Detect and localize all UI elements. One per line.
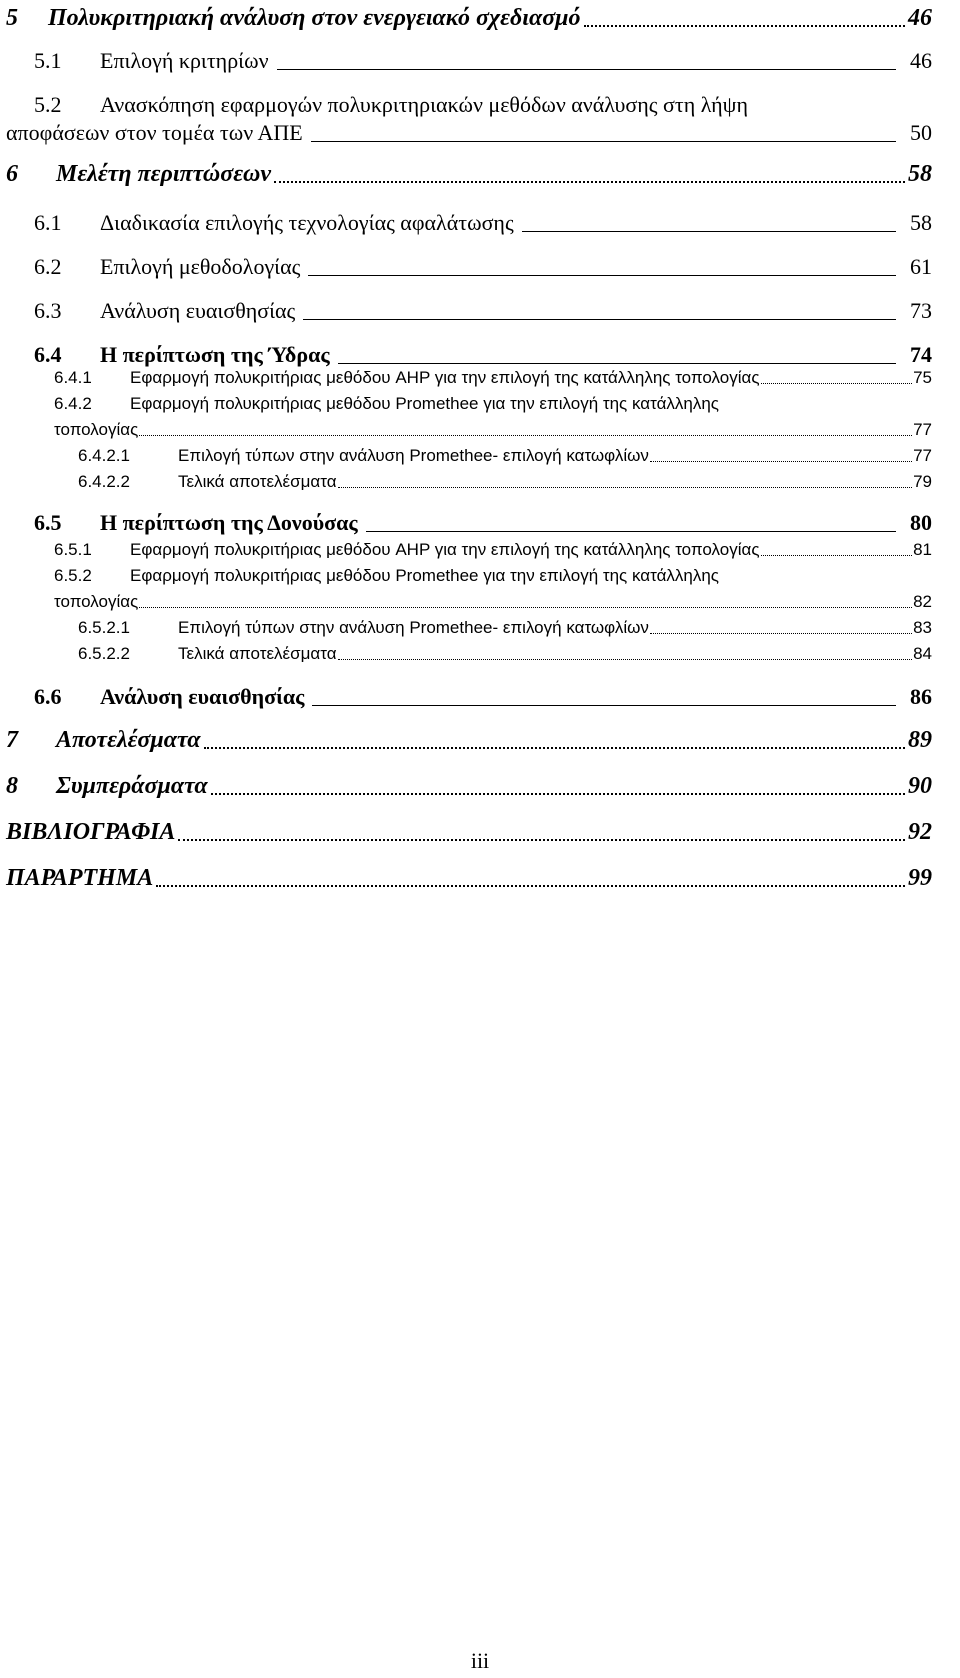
toc-page: 75 bbox=[913, 368, 932, 387]
dot-leader bbox=[274, 181, 905, 183]
toc-entry-8[interactable] bbox=[6, 770, 932, 800]
leader-line bbox=[522, 231, 896, 232]
toc-entry-6-3[interactable] bbox=[34, 296, 932, 324]
toc-title: Η περίπτωση της Ύδρας bbox=[100, 342, 330, 367]
toc-page: 77 bbox=[913, 446, 932, 465]
dot-leader bbox=[650, 461, 912, 462]
toc-number: 6.4.2 bbox=[54, 394, 92, 413]
toc-page: 83 bbox=[913, 618, 932, 637]
toc-title: Διαδικασία επιλογής τεχνολογίας αφαλάτωσης bbox=[100, 210, 514, 235]
toc-title: Συμπεράσματα bbox=[56, 773, 208, 799]
toc-page: 73 bbox=[910, 298, 932, 323]
toc-entry-6-1[interactable] bbox=[34, 208, 932, 236]
toc-page: 92 bbox=[908, 819, 932, 845]
toc-entry-5[interactable] bbox=[6, 2, 932, 32]
toc-title: ΒΙΒΛΙΟΓΡΑΦΙΑ bbox=[6, 819, 176, 845]
toc-page: 61 bbox=[910, 254, 932, 279]
toc-page: 77 bbox=[913, 420, 932, 439]
leader-line bbox=[311, 141, 896, 142]
toc-page: 79 bbox=[913, 472, 932, 491]
toc-page: 81 bbox=[913, 540, 932, 559]
toc-number: 6.6 bbox=[34, 684, 62, 709]
toc-entry-5-2[interactable] bbox=[34, 90, 932, 118]
toc-title: Επιλογή τύπων στην ανάλυση Promethee- επιλογή κατωφλίων bbox=[178, 618, 649, 637]
dot-leader bbox=[584, 25, 906, 27]
toc-entry-6-2[interactable] bbox=[34, 252, 932, 280]
page-number: iii bbox=[470, 1648, 490, 1673]
leader-line bbox=[277, 69, 896, 70]
toc-entry-6-4-2[interactable] bbox=[54, 390, 932, 414]
toc-entry-6-5-2-1[interactable] bbox=[78, 614, 932, 638]
toc-entry-6[interactable] bbox=[6, 158, 932, 188]
toc-title: Επιλογή μεθοδολογίας bbox=[100, 254, 301, 279]
toc-entry-6-5-2-2[interactable] bbox=[78, 640, 932, 664]
dot-leader bbox=[211, 793, 905, 795]
toc-number: 6.1 bbox=[34, 210, 62, 235]
dot-leader bbox=[761, 555, 913, 556]
toc-number: 6.4.2.1 bbox=[78, 446, 130, 465]
toc-entry-7[interactable] bbox=[6, 724, 932, 754]
toc-entry-6-4-2-continued[interactable] bbox=[54, 416, 932, 440]
toc-entry-6-5[interactable] bbox=[34, 508, 932, 536]
toc-page: 46 bbox=[908, 5, 932, 31]
dot-leader bbox=[650, 633, 912, 634]
dot-leader bbox=[178, 839, 905, 841]
toc-number: 5 bbox=[6, 5, 18, 31]
toc-number: 6.2 bbox=[34, 254, 62, 279]
toc-page: 90 bbox=[908, 773, 932, 799]
toc-title: Εφαρμογή πολυκριτήριας μεθόδου Promethee για την επιλογή της κατάλληλης bbox=[130, 566, 719, 585]
toc-number: 6.5.2 bbox=[54, 566, 92, 585]
toc-entry-6-5-1[interactable] bbox=[54, 536, 932, 560]
toc-title: Εφαρμογή πολυκριτήριας μεθόδου AHP για την επιλογή της κατάλληλης τοπολογίας bbox=[130, 540, 760, 559]
toc-title: Εφαρμογή πολυκριτήριας μεθόδου AHP για την επιλογή της κατάλληλης τοπολογίας bbox=[130, 368, 760, 387]
dot-leader bbox=[338, 659, 913, 660]
toc-entry-5-1[interactable] bbox=[34, 46, 932, 74]
toc-page: 58 bbox=[910, 210, 932, 235]
toc-title: Μελέτη περιπτώσεων bbox=[56, 161, 272, 187]
toc-entry-6-5-2-continued[interactable] bbox=[54, 588, 932, 612]
dot-leader bbox=[156, 885, 905, 887]
toc-title: Αποτελέσματα bbox=[56, 727, 201, 753]
toc-page: 99 bbox=[908, 865, 932, 891]
toc-title: Ανάλυση ευαισθησίας bbox=[100, 684, 305, 709]
toc-entry-6-4-2-1[interactable] bbox=[78, 442, 932, 466]
toc-number: 6.4.1 bbox=[54, 368, 92, 387]
toc-title: Επιλογή κριτηρίων bbox=[100, 48, 269, 73]
toc-number: 6.4 bbox=[34, 342, 62, 367]
toc-title-continued: τοπολογίας bbox=[54, 420, 139, 439]
toc-title: Εφαρμογή πολυκριτήριας μεθόδου Promethee για την επιλογή της κατάλληλης bbox=[130, 394, 719, 413]
toc-page: 89 bbox=[908, 727, 932, 753]
dot-leader bbox=[761, 383, 913, 384]
toc-entry-6-5-2[interactable] bbox=[54, 562, 932, 586]
toc-title: Τελικά αποτελέσματα bbox=[178, 472, 337, 491]
dot-leader bbox=[204, 747, 905, 749]
toc-number: 6.3 bbox=[34, 298, 62, 323]
toc-page: 58 bbox=[908, 161, 932, 187]
toc-page: 74 bbox=[910, 342, 932, 367]
toc-number: 7 bbox=[6, 727, 18, 753]
toc-title-continued: αποφάσεων στον τομέα των ΑΠΕ bbox=[6, 120, 303, 145]
toc-title: ΠΑΡΑΡΤΗΜΑ bbox=[6, 865, 154, 891]
toc-page: 46 bbox=[910, 48, 932, 73]
toc-entry-5-2-continued[interactable] bbox=[6, 118, 932, 146]
toc-entry-bibliography[interactable] bbox=[6, 816, 932, 846]
toc-number: 5.1 bbox=[34, 48, 62, 73]
toc-title: Πολυκριτηριακή ανάλυση στον ενεργειακό σχεδιασμό bbox=[48, 5, 581, 31]
leader-line bbox=[308, 275, 896, 276]
toc-entry-6-4-1[interactable] bbox=[54, 364, 932, 388]
toc-number: 6.5 bbox=[34, 510, 62, 535]
toc-title: Η περίπτωση της Δονούσας bbox=[100, 510, 358, 535]
toc-page: 86 bbox=[910, 684, 932, 709]
leader-line bbox=[312, 705, 896, 706]
dot-leader bbox=[139, 435, 912, 436]
toc-entry-appendix[interactable] bbox=[6, 862, 932, 892]
toc-entry-6-4-2-2[interactable] bbox=[78, 468, 932, 492]
toc-page: 50 bbox=[910, 120, 932, 145]
toc-number: 6.5.2.2 bbox=[78, 644, 130, 663]
toc-number: 6.5.1 bbox=[54, 540, 92, 559]
toc-page: 80 bbox=[910, 510, 932, 535]
dot-leader bbox=[338, 487, 913, 488]
leader-line bbox=[303, 319, 896, 320]
toc-number: 6.5.2.1 bbox=[78, 618, 130, 637]
toc-title-continued: τοπολογίας bbox=[54, 592, 139, 611]
toc-title: Επιλογή τύπων στην ανάλυση Promethee- επιλογή κατωφλίων bbox=[178, 446, 649, 465]
dot-leader bbox=[139, 607, 912, 608]
toc-title: Ανάλυση ευαισθησίας bbox=[100, 298, 296, 323]
toc-title: Ανασκόπηση εφαρμογών πολυκριτηριακών μεθόδων ανάλυσης στη λήψη bbox=[100, 92, 748, 117]
toc-number: 6 bbox=[6, 161, 18, 187]
toc-number: 5.2 bbox=[34, 92, 62, 117]
toc-page: 84 bbox=[913, 644, 932, 663]
toc-title: Τελικά αποτελέσματα bbox=[178, 644, 337, 663]
toc-entry-6-6[interactable] bbox=[34, 682, 932, 710]
toc-page: 82 bbox=[913, 592, 932, 611]
toc-number: 8 bbox=[6, 773, 18, 799]
leader-line bbox=[366, 531, 896, 532]
toc-number: 6.4.2.2 bbox=[78, 472, 130, 491]
